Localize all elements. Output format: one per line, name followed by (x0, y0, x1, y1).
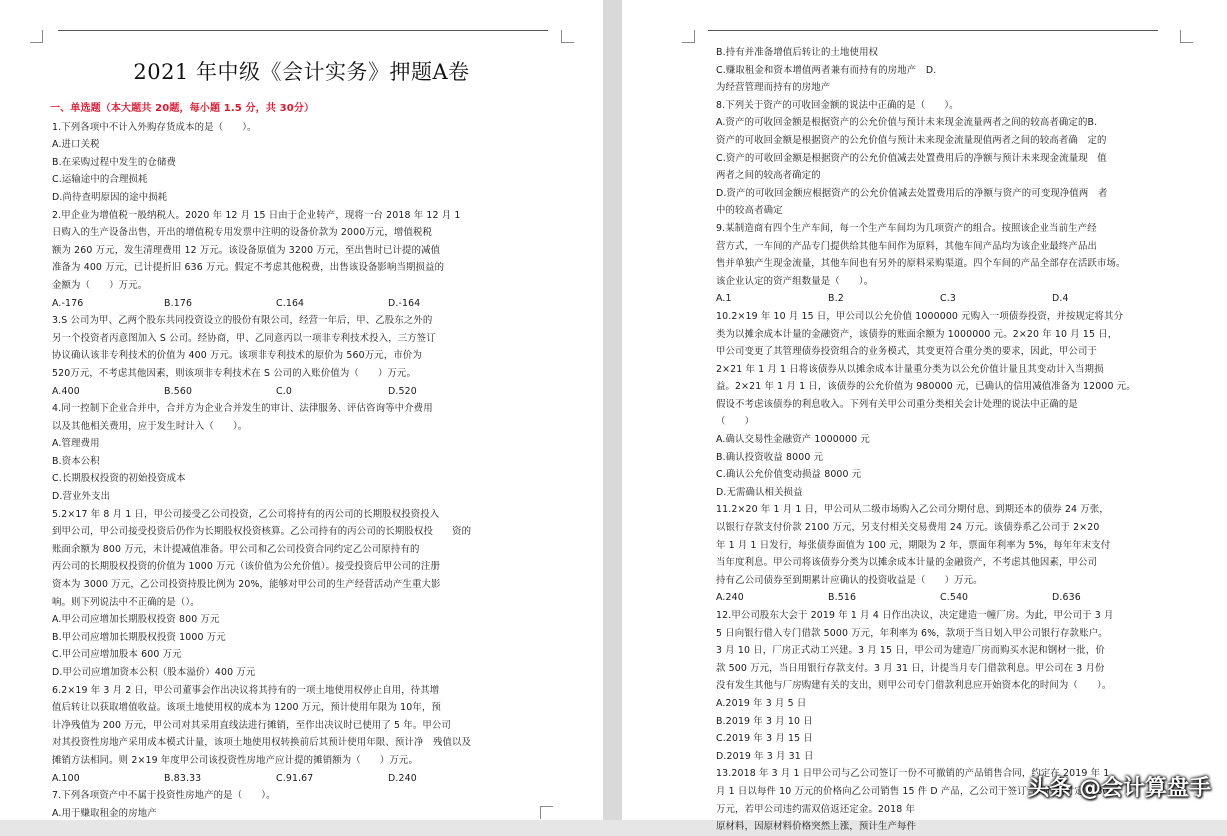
text-line: B.确认投资收益 8000 元 (716, 451, 824, 463)
text-line: D.无需确认相关损益 (716, 486, 803, 498)
text-line: 13.2018 年 3 月 1 日甲公司与乙公司签订一份不可撤销的产品销售合同，约定在 2019 年 1 (716, 768, 1110, 780)
text-line: 售并单独产生现金流量，其他车间也有另外的原料采购渠道。四个车间的产品全部存在活跃市场。 (716, 258, 1126, 270)
choice-option: A.240 (716, 592, 744, 604)
text-line: 原材料，因原材料价格突然上涨，预计生产每件 (716, 821, 917, 833)
text-line: A.确认交易性金融资产 1000000 元 (716, 434, 870, 446)
text-line: 9.某制造商有四个生产车间，每一个生产车间均为几项资产的组合。按照该企业当前生产经 (716, 222, 1097, 234)
document-page-left (0, 0, 603, 820)
text-line: B.甲公司应增加长期股权投资 1000 万元 (52, 631, 226, 643)
text-line: C.资产的可收回金额是根据资产的公允价值减去处置费用后的净额与预计未来现金流量现 值 (716, 152, 1107, 164)
text-line: C.赚取租金和资本增值两者兼有而持有的房地产 D. (716, 64, 937, 76)
text-line: 假设不考虑该债券的利息收入。下列有关甲公司重分类相关会计处理的说法中正确的是 (716, 398, 1078, 410)
section-header: 一、单选题（本大题共 20题，每小题 1.5 分，共 30分） (50, 103, 315, 114)
choice-option: B.83.33 (164, 772, 202, 784)
text-line: 甲公司变更了其管理债券投资组合的业务模式，其变更符合重分类的要求，因此，甲公司于 (716, 346, 1098, 358)
choice-option: A.100 (52, 772, 80, 784)
choice-row (52, 383, 572, 401)
text-line: D.营业外支出 (52, 491, 111, 503)
choice-row (52, 295, 572, 313)
text-line: 5 日向银行借入专门借款 5000 万元，年利率为 6%，款项于当日划入甲公司银行存款账户。 (716, 627, 1108, 639)
text-line: 额为 260 万元，发生清理费用 12 万元。该设备原值为 3200 万元，至出售时已计提的减值 (52, 244, 441, 256)
text-line: 协议确认该非专利技术的价值为 400 万元。该项非专利技术的原价为 560万元，市价为 (52, 350, 422, 362)
choice-option: C.3 (940, 293, 956, 305)
text-line: 另一个投资者丙意图加入 S 公司。经协商，甲、乙同意丙以一项非专利技术投入，三方签订 (52, 332, 436, 344)
text-line: （ ） (716, 416, 755, 428)
text-line: 两者之间的较高者确定的 (716, 170, 821, 182)
document-title: 2021 年中级《会计实务》押题A卷 (133, 60, 470, 84)
crop-mark-top-left (682, 30, 695, 43)
text-line: 8.下列关于资产的可收回金额的说法中正确的是（ ）。 (716, 99, 959, 111)
choice-option: A.-176 (52, 297, 84, 309)
text-line: 准备为 400 万元，已计提折旧 636 万元。假定不考虑其他税费，出售该设备影响当期损益的 (52, 262, 445, 274)
text-line: 丙公司的长期股权投资的价值为 1000 万元（该价值为公允价值）。接受投资后甲公司的注册 (52, 561, 440, 573)
text-line: 类为以摊余成本计量的金融资产，该债券的账面余额为 1000000 元。2×20 年 10 月 15 日， (716, 328, 1118, 340)
choice-row (716, 290, 1206, 308)
text-line: D.尚待查明原因的途中损耗 (52, 191, 168, 203)
page-gap (603, 0, 622, 820)
text-line: 12.甲公司股东大会于 2019 年 1 月 4 日作出决议，决定建造一幢厂房。为此，甲公司于 3 月 (716, 610, 1114, 621)
text-line: 以及其他相关费用，应于发生时计入（ ）。 (52, 420, 248, 432)
text-line: 2.甲企业为增值税一般纳税人。2020 年 12 月 15 日由于企业转产，现将一台 2018 年 12 月 1 (52, 209, 461, 221)
text-line: 3 月 10 日，厂房正式动工兴建。3 月 15 日，甲公司为建造厂房而购买水泥和钢材一批，价 (716, 645, 1105, 657)
text-line: D.甲公司应增加资本公积（股本溢价）400 万元 (52, 667, 256, 678)
text-line: 4.同一控制下企业合并中，合并方为企业合并发生的审计、法律服务、评估咨询等中介费用 (52, 403, 433, 415)
text-line: 到甲公司，甲公司接受投资后仍作为长期股权投资核算。乙公司持有的丙公司的长期股权投 资的 (52, 526, 472, 538)
choice-option: C.91.67 (276, 772, 314, 784)
choice-option: A.1 (716, 293, 732, 305)
right-page-text (716, 44, 1206, 836)
text-line: 计净残值为 200 万元，甲公司对其采用直线法进行摊销，至作出决议时已使用了 5 年。甲公司 (52, 719, 451, 731)
watermark-text: 头条 @会计算盘手 (1027, 776, 1211, 801)
text-line: 6.2×19 年 3 月 2 日，甲公司董事会作出决议将其持有的一项土地使用权停止自用，待其增 (52, 684, 440, 696)
text-line: B.资本公积 (52, 455, 100, 467)
text-line: A.2019 年 3 月 5 日 (716, 697, 807, 709)
document-page-right (622, 0, 1227, 833)
choice-row (52, 770, 572, 788)
header-rule (58, 30, 548, 31)
crop-mark-top-left (30, 30, 43, 43)
header-rule (708, 30, 1158, 31)
watermark (1027, 771, 1211, 802)
choice-option: B.176 (164, 297, 193, 309)
text-line: 摊销方法相同。则 2×19 年度甲公司该投资性房地产应计提的摊销额为（ ）万元。 (52, 754, 418, 766)
text-line: 益。2×21 年 1 月 1 日，该债券的公允价值为 980000 元，已确认的信用减值准备为 12000 元。 (716, 381, 1136, 393)
text-line: 没有发生其他与厂房购建有关的支出，则甲公司专门借款利息应开始资本化的时间为（ ）。 (716, 680, 1112, 692)
text-line: C.运输途中的合理损耗 (52, 174, 148, 186)
text-line: 该企业认定的资产组数量是（ ）。 (716, 275, 874, 287)
text-line: 账面余额为 800 万元，未计提减值准备。甲公司和乙公司投资合同约定乙公司原持有的 (52, 543, 420, 555)
choice-option: C.540 (940, 592, 969, 604)
text-line: 7.下列各项资产中不属于投资性房地产的是（ ）。 (52, 790, 276, 802)
choice-option: C.164 (276, 297, 305, 309)
text-line: A.用于赚取租金的房地产 (52, 807, 157, 819)
choice-option: D.-164 (388, 297, 421, 309)
text-line: 中的较高者确定 (716, 205, 783, 217)
choice-option: D.4 (1052, 293, 1069, 305)
text-line: 以银行存款支付价款 2100 万元，另支付相关交易费用 24 万元。该债券系乙公司于 2×20 (716, 522, 1100, 534)
text-line: 响。则下列说法中不正确的是（）。 (52, 596, 200, 608)
text-line: 10.2×19 年 10 月 15 日，甲公司以公允价值 1000000 元购入一项债券投资，并按规定将其分 (716, 310, 1124, 322)
text-line: 万元，若甲公司违约需双倍返还定金。2018 年 (716, 803, 916, 815)
text-line: 2×21 年 1 月 1 日将该债券从以摊余成本计量重分类为以公允价值计量且其变动计入当期损 (716, 363, 1104, 375)
text-line: A.甲公司应增加长期股权投资 800 万元 (52, 614, 220, 626)
text-line: C.2019 年 3 月 15 日 (716, 733, 813, 745)
text-line: B.在采购过程中发生的仓储费 (52, 156, 177, 168)
choice-option: C.0 (276, 385, 292, 397)
crop-mark-top-right (1180, 30, 1193, 43)
text-line: 当年度利息。甲公司将该债券分类为以摊余成本计量的金融资产，不考虑其他因素，甲公司 (716, 557, 1098, 569)
crop-mark-top-right (561, 30, 574, 43)
text-line: 1.下列各项中不计入外购存货成本的是（ ）。 (52, 121, 257, 133)
text-line: 资本为 3000 万元，乙公司投资持股比例为 20%，能够对甲公司的生产经营活动产生重大影 (52, 579, 441, 591)
choice-option: B.2 (828, 293, 844, 305)
choice-option: B.516 (828, 592, 857, 604)
text-line: A.资产的可收回金额是根据资产的公允价值与预计未来现金流量两者之间的较高者确定的B. (716, 117, 1098, 129)
text-line: B.持有并准备增值后转让的土地使用权 (716, 47, 879, 58)
left-page-text (52, 100, 572, 822)
text-line: A.进口关税 (52, 139, 100, 151)
text-line: 年 1 月 1 日发行，每张债券面值为 100 元，期限为 2 年，票面年利率为 5%，每年年末支付 (716, 539, 1111, 551)
text-line: 金额为（ ）万元。 (52, 279, 148, 291)
text-line: 5.2×17 年 8 月 1 日，甲公司接受乙公司投资，乙公司将持有的丙公司的长期股权投资投入 (52, 508, 440, 520)
text-line: 持有乙公司债券至到期累计应确认的投资收益是（ ）万元。 (716, 574, 983, 586)
choice-option: D.636 (1052, 592, 1081, 604)
text-line: 3.S 公司为甲、乙两个股东共同投资设立的股份有限公司，经营一年后，甲、乙股东之外的 (52, 315, 433, 327)
crop-mark-bottom-right (540, 806, 553, 819)
text-line: D.资产的可收回金额应根据资产的公允价值减去处置费用后的净额与资产的可变现净值两 者 (716, 187, 1108, 199)
text-line: C.长期股权投资的初始投资成本 (52, 473, 186, 485)
choice-option: D.520 (388, 385, 417, 397)
text-line: 营方式，一车间的产品专门提供给其他车间作为原料，其他车间产品均为该企业最终产品出 (716, 240, 1098, 252)
choice-option: A.400 (52, 385, 80, 397)
text-line: 520万元，不考虑其他因素，则该项非专利技术在 S 公司的入账价值为（ ）万元。 (52, 367, 417, 379)
text-line: 日购入的生产设备出售，开出的增值税专用发票中注明的设备价款为 2000万元，增值税税 (52, 227, 433, 239)
text-line: 资产的可收回金额是根据资产的公允价值与预计未来现金流量现值两者之间的较高者确 定的 (716, 134, 1107, 146)
text-line: B.2019 年 3 月 10 日 (716, 715, 813, 727)
choice-option: D.240 (388, 772, 417, 784)
text-line: 11.2×20 年 1 月 1 日，甲公司从二级市场购入乙公司分期付息、到期还本的债券 24 万张， (716, 504, 1109, 516)
text-line: C.甲公司应增加股本 600 万元 (52, 649, 182, 661)
text-line: A.管理费用 (52, 438, 100, 450)
text-line: C.确认公允价值变动损益 8000 元 (716, 469, 862, 481)
text-line: 款 500 万元，当日用银行存款支付。3 月 31 日，计提当月专门借款利息。甲公司在 3 月份 (716, 662, 1105, 674)
text-line: 对其投资性房地产采用成本模式计量，该项土地使用权转换前后其预计使用年限、预计净 残值以及 (52, 737, 472, 749)
choice-row (716, 589, 1206, 607)
choice-option: B.560 (164, 385, 193, 397)
text-line: 月 1 日以每件 10 万元的价格向乙公司销售 15 件 D 产品，乙公司于签订合同时预付定金 30 (716, 785, 1109, 797)
text-line: D.2019 年 3 月 31 日 (716, 750, 814, 762)
text-line: 为经营管理而持有的房地产 (716, 82, 831, 94)
text-line: 值后转让以获取增值收益。该项土地使用权的成本为 1200 万元，预计使用年限为 10年，预 (52, 702, 441, 714)
